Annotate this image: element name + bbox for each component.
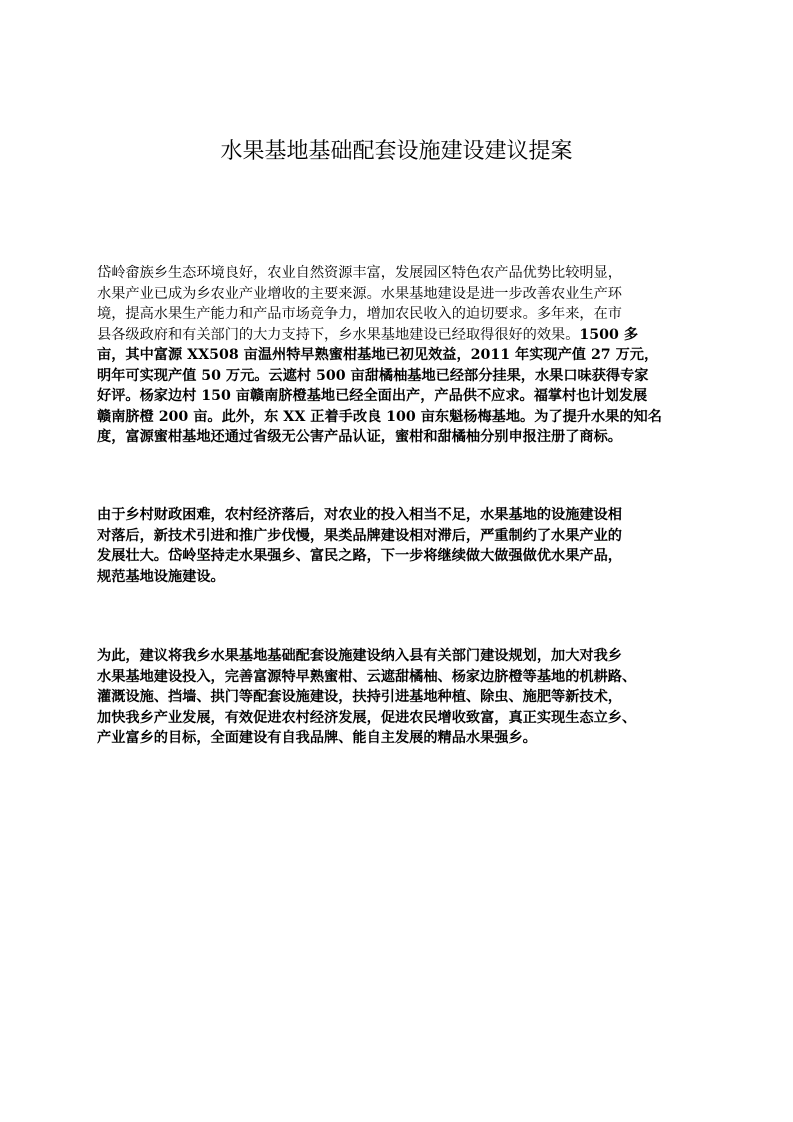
text-line xyxy=(97,646,697,667)
text-run-bold: 度，富源蜜柑基地还通过省级无公害产品认证，蜜柑和甜橘柚分别申报注册了商标。 xyxy=(97,429,622,445)
page-title: 水果基地基础配套设施建设建议提案 xyxy=(220,139,573,164)
text-run-bold: 1500 多 xyxy=(579,326,639,343)
text-run-bold: 加快我乡产业发展，有效促进农村经济发展，促进农民增收致富，真正实现生态立乡、 xyxy=(97,709,637,726)
paragraph-problems xyxy=(97,505,697,587)
text-line xyxy=(97,304,697,325)
text-run-regular: 境，提高水果生产能力和产品市场竞争力，增加农民收入的迫切要求。多年来，在市 xyxy=(97,306,622,322)
text-line xyxy=(97,708,697,729)
text-run-bold: 为此，建议将我乡水果基地基础配套设施建设纳入县有关部门建设规划，加大对我乡 xyxy=(97,648,622,664)
text-run-bold: 明年可实现产值 50 万元。云遮村 500 亩甜橘柚基地已经部分挂果，水果口味获得专家 xyxy=(97,367,649,384)
text-line xyxy=(97,284,697,305)
text-run-bold: 亩，其中富源 XX508 亩温州特早熟蜜柑基地已初见效益，2011 年实现产值 27 万元， xyxy=(97,347,659,363)
text-run-bold: 规范基地设施建设。 xyxy=(97,568,225,585)
text-run-bold: 由于乡村财政困难，农村经济落后，对农业的投入相当不足，水果基地的设施建设相 xyxy=(97,507,622,523)
text-run-regular: 县各级政府和有关部门的大力支持下，乡水果基地建设已经取得很好的效果。 xyxy=(97,326,580,343)
text-line xyxy=(97,728,697,749)
paragraph-proposal xyxy=(97,646,697,749)
text-run-bold: 水果基地建设投入，完善富源特早熟蜜柑、云遮甜橘柚、杨家边脐橙等基地的机耕路、 xyxy=(97,668,637,685)
text-line xyxy=(97,325,697,346)
text-line xyxy=(97,407,697,428)
text-line xyxy=(97,345,697,366)
text-run-regular: 水果产业已成为乡农业产业增收的主要来源。水果基地建设是进一步改善农业生产环 xyxy=(97,285,622,302)
text-run-bold: 赣南脐橙 200 亩。此外，东 XX 正着手改良 100 亩东魁杨梅基地。为了提升水果的知名 xyxy=(97,408,662,425)
text-run-regular: 岱岭畲族乡生态环境良好，农业自然资源丰富，发展园区特色农产品优势比较明显， xyxy=(97,265,622,281)
text-line xyxy=(97,567,697,588)
text-line xyxy=(97,263,697,284)
text-run-bold: 发展壮大。岱岭坚持走水果强乡、富民之路，下一步将继续做大做强做优水果产品， xyxy=(97,548,622,564)
paragraph-intro xyxy=(97,263,697,448)
text-run-bold: 产业富乡的目标，全面建设有自我品牌、能自主发展的精品水果强乡。 xyxy=(97,730,537,746)
text-run-bold: 灌溉设施、挡墙、拱门等配套设施建设，扶持引进基地种植、除虫、施肥等新技术， xyxy=(97,689,622,705)
text-line xyxy=(97,667,697,688)
text-run-bold: 对落后，新技术引进和推广步伐慢，果类品牌建设相对滞后，严重制约了水果产业的 xyxy=(97,527,622,544)
text-line xyxy=(97,427,697,448)
text-line xyxy=(97,366,697,387)
text-line xyxy=(97,386,697,407)
text-line xyxy=(97,687,697,708)
text-line xyxy=(97,546,697,567)
text-line xyxy=(97,526,697,547)
text-line xyxy=(97,505,697,526)
text-run-bold: 好评。杨家边村 150 亩赣南脐橙基地已经全面出产，产品供不应求。福掌村也计划发展 xyxy=(97,388,648,404)
